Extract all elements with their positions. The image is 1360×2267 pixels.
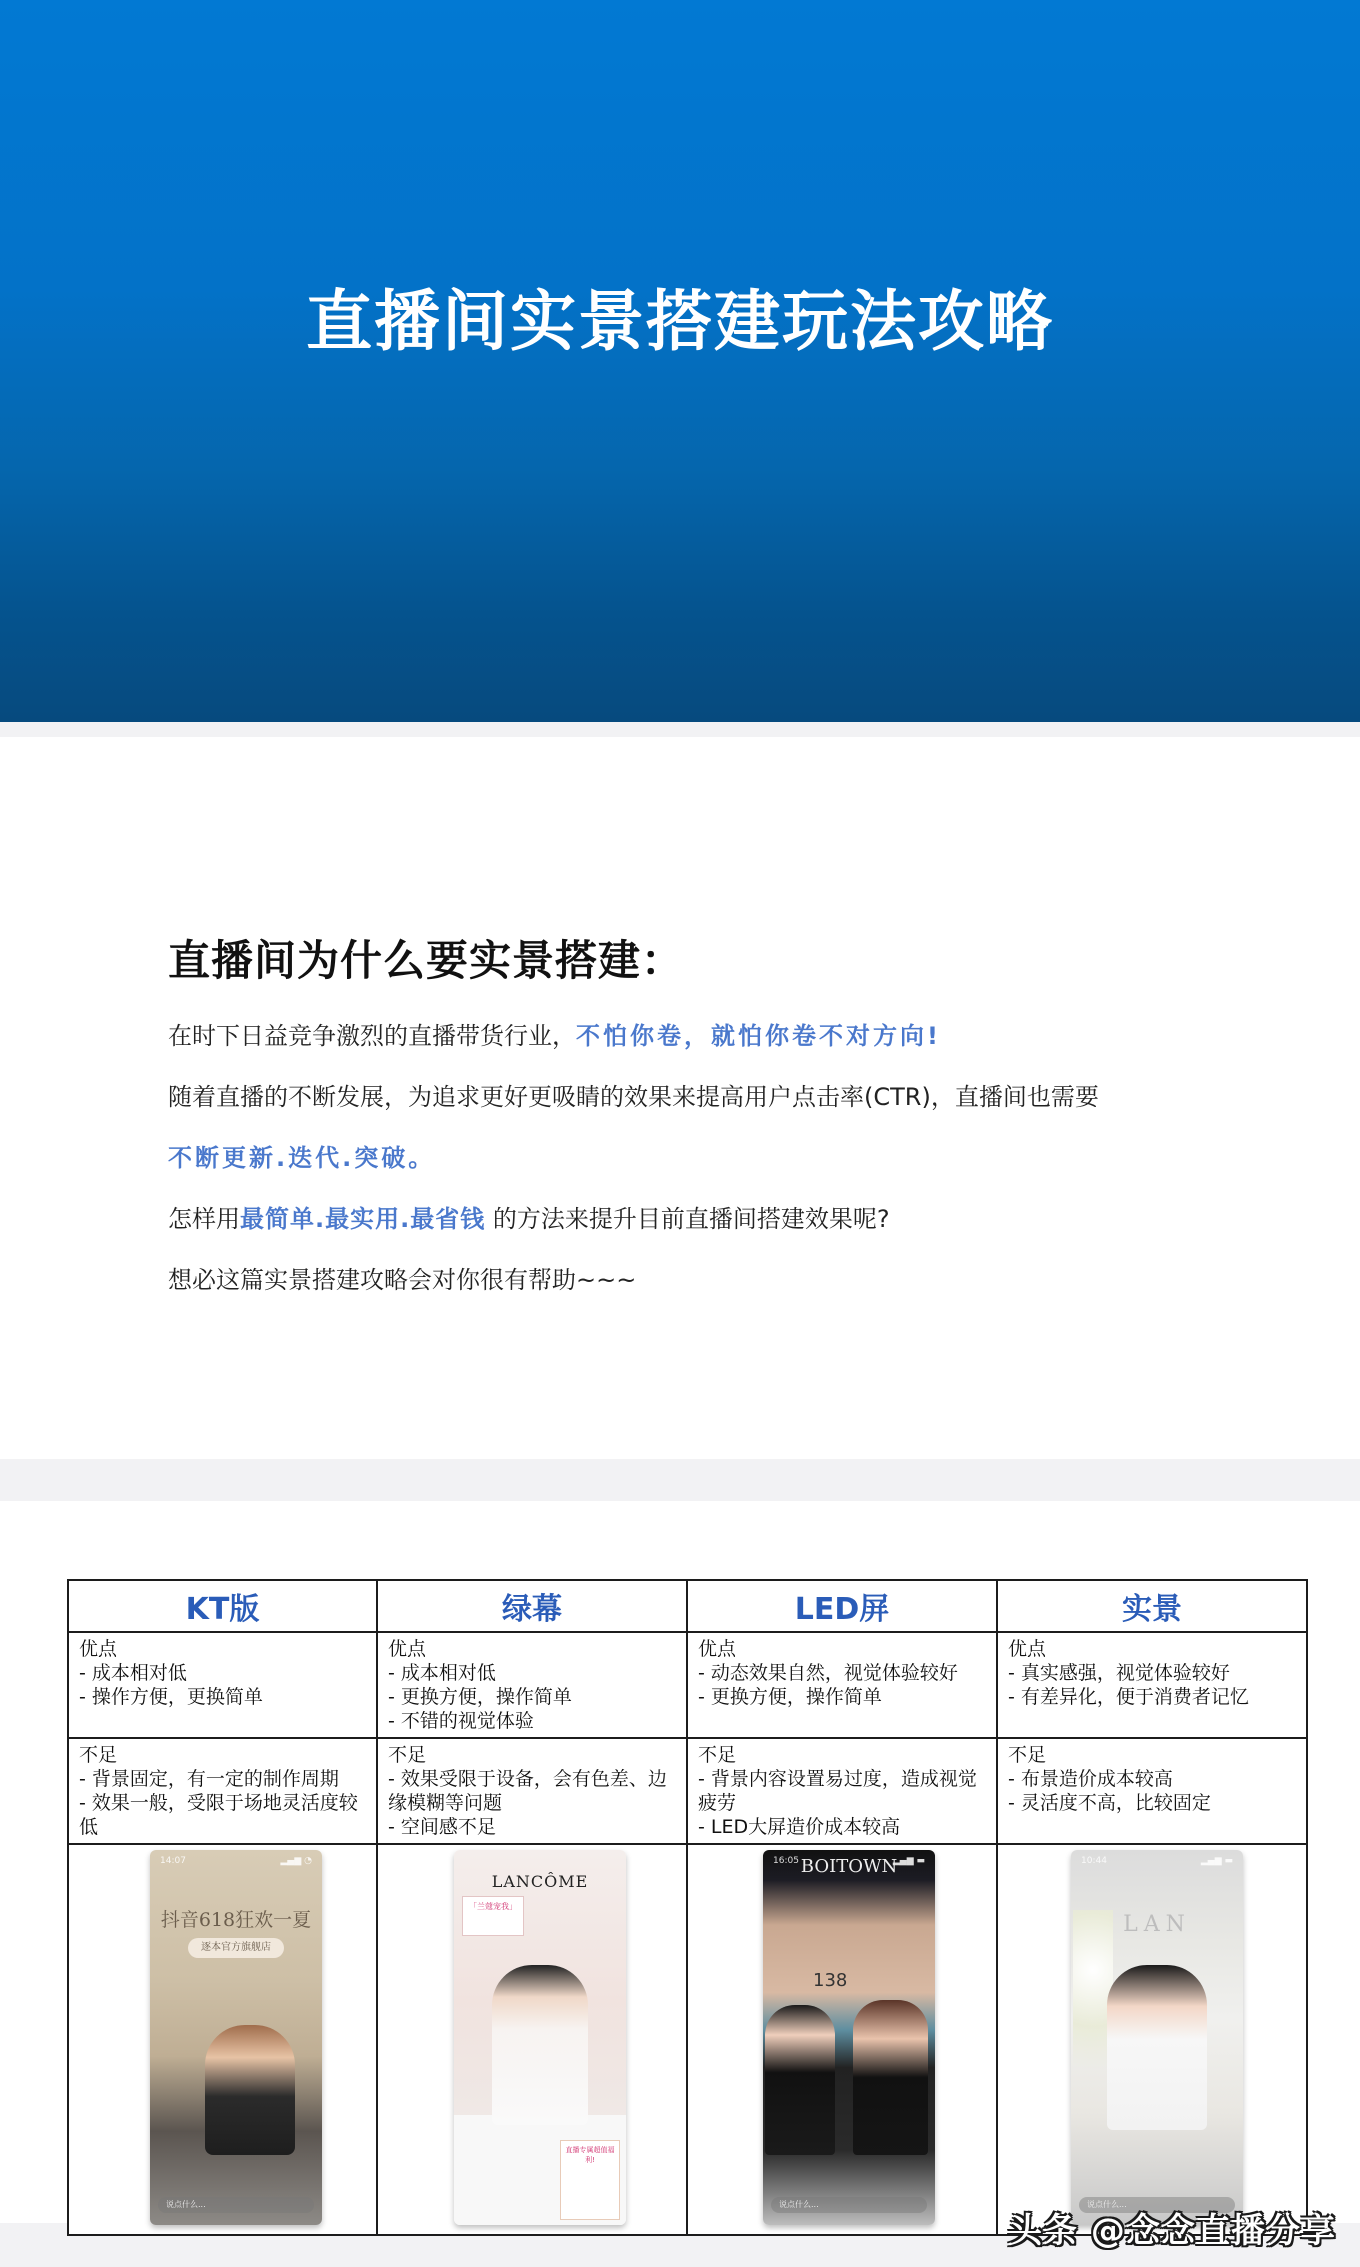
signal-icon: ▂▄▆ ▬ — [892, 1856, 925, 1866]
intro-paragraph — [168, 1077, 1099, 1112]
pros-cell — [377, 1632, 687, 1738]
cons-item: - 效果受限于设备，会有色差、边缘模糊等问题 — [388, 1768, 667, 1814]
cons-item: - 效果一般，受限于场地灵活度较低 — [79, 1792, 358, 1838]
table-header-row — [68, 1580, 1307, 1632]
pros-item: - 成本相对低 — [79, 1662, 187, 1684]
intro-paragraph — [168, 1016, 941, 1051]
image-cell — [377, 1844, 687, 2235]
cons-item: - 布景造价成本较高 — [1008, 1768, 1173, 1790]
signal-icon: ▂▄▆ ▬ — [1200, 1856, 1233, 1866]
price-display: 138 — [813, 1970, 848, 1991]
pros-item: - 操作方便，更换简单 — [79, 1686, 263, 1708]
cons-cell — [377, 1738, 687, 1844]
highlight-text: 不断更新.迭代.突破。 — [168, 1144, 436, 1172]
brand-logo: LANCÔME — [491, 1872, 589, 1891]
highlight-text: 最简单.最实用.最省钱 — [240, 1205, 486, 1233]
page-title: 直播间实景搭建玩法攻略 — [306, 283, 1054, 360]
section-divider — [0, 1459, 1360, 1501]
title-banner — [0, 0, 1360, 722]
image-cell — [687, 1844, 997, 2235]
pros-label: 优点 — [698, 1638, 737, 1660]
intro-paragraph — [168, 1138, 435, 1173]
cons-cell — [997, 1738, 1307, 1844]
real-scene-livestream-screenshot — [1071, 1850, 1243, 2225]
status-time: 14:07 — [160, 1856, 186, 1866]
comment-bar: 说点什么... — [771, 2197, 927, 2213]
paragraph-text: 随着直播的不断发展，为追求更好更吸睛的效果来提高用户点击率(CTR)，直播间也需要 — [168, 1083, 1099, 1111]
pros-cell — [687, 1632, 997, 1738]
intro-paragraph — [168, 1260, 636, 1295]
pros-item: - 有差异化，便于消费者记忆 — [1008, 1686, 1249, 1708]
pros-item: - 更换方便，操作简单 — [698, 1686, 882, 1708]
comment-bar: 说点什么... — [158, 2197, 314, 2213]
pros-cell — [68, 1632, 377, 1738]
paragraph-text: 想必这篇实景搭建攻略会对你很有帮助~~~ — [168, 1266, 637, 1294]
paragraph-text: 的方法来提升目前直播间搭建效果呢? — [485, 1205, 890, 1233]
status-time: 10:44 — [1081, 1856, 1107, 1866]
host-figure — [853, 2000, 928, 2155]
paragraph-text: 怎样用 — [168, 1205, 240, 1233]
promo-card: 「兰蔻宠我」 — [462, 1896, 524, 1936]
cons-label: 不足 — [388, 1744, 427, 1766]
pros-item: - 动态效果自然，视觉体验较好 — [698, 1662, 958, 1684]
promo-panel: 直播专属超值福利! — [560, 2140, 620, 2220]
table-row-images — [68, 1844, 1307, 2235]
cons-item: - 背景固定，有一定的制作周期 — [79, 1768, 339, 1790]
pros-label: 优点 — [388, 1638, 427, 1660]
led-screen-livestream-screenshot — [763, 1850, 935, 2225]
highlight-text: 不怕你卷，就怕你卷不对方向! — [576, 1022, 941, 1050]
image-cell — [997, 1844, 1307, 2235]
cons-label: 不足 — [1008, 1744, 1047, 1766]
green-screen-livestream-screenshot — [454, 1850, 626, 2225]
table-row-cons — [68, 1738, 1307, 1844]
pros-label: 优点 — [1008, 1638, 1047, 1660]
pros-item: - 真实感强，视觉体验较好 — [1008, 1662, 1230, 1684]
status-time: 16:05 — [773, 1856, 799, 1866]
pros-item: - 成本相对低 — [388, 1662, 496, 1684]
cons-item: - LED大屏造价成本较高 — [698, 1816, 901, 1838]
host-figure — [765, 2005, 835, 2155]
brand-logo: BOITOWN — [800, 1856, 898, 1877]
intro-heading: 直播间为什么要实景搭建： — [168, 936, 685, 985]
column-header-real-scene: 实景 — [997, 1580, 1307, 1632]
host-figure — [1107, 1965, 1207, 2130]
intro-section — [168, 930, 1208, 1294]
column-header-led: LED屏 — [687, 1580, 997, 1632]
cons-cell — [687, 1738, 997, 1844]
intro-paragraph — [168, 1199, 890, 1234]
pros-cell — [997, 1632, 1307, 1738]
host-figure — [492, 1965, 588, 2125]
column-header-green-screen: 绿幕 — [377, 1580, 687, 1632]
comparison-table — [67, 1579, 1308, 2236]
pros-item: - 更换方便，操作简单 — [388, 1686, 572, 1708]
table-row-pros — [68, 1632, 1307, 1738]
shop-label: 逐本官方旗舰店 — [188, 1938, 284, 1958]
paragraph-text: 在时下日益竞争激烈的直播带货行业， — [168, 1022, 576, 1050]
comment-bar: 说点什么... — [1079, 2197, 1235, 2213]
pros-item: - 不错的视觉体验 — [388, 1710, 534, 1732]
column-header-kt: KT版 — [68, 1580, 377, 1632]
cons-label: 不足 — [79, 1744, 118, 1766]
cons-cell — [68, 1738, 377, 1844]
image-cell — [68, 1844, 377, 2235]
cons-item: - 灵活度不高，比较固定 — [1008, 1792, 1211, 1814]
brand-logo: LAN — [1123, 1912, 1191, 1937]
pros-label: 优点 — [79, 1638, 118, 1660]
signal-icon: ▂▄▆ ◔ — [280, 1856, 312, 1866]
section-divider — [0, 722, 1360, 737]
watermark: 头条 @念念直播分享 — [1008, 2211, 1336, 2251]
kt-board-livestream-screenshot — [150, 1850, 322, 2225]
cons-item: - 背景内容设置易过度，造成视觉疲劳 — [698, 1768, 977, 1814]
host-figure — [205, 2025, 295, 2155]
screenshot-title: 抖音618狂欢一夏 — [160, 1909, 312, 1931]
cons-label: 不足 — [698, 1744, 737, 1766]
cons-item: - 空间感不足 — [388, 1816, 496, 1838]
